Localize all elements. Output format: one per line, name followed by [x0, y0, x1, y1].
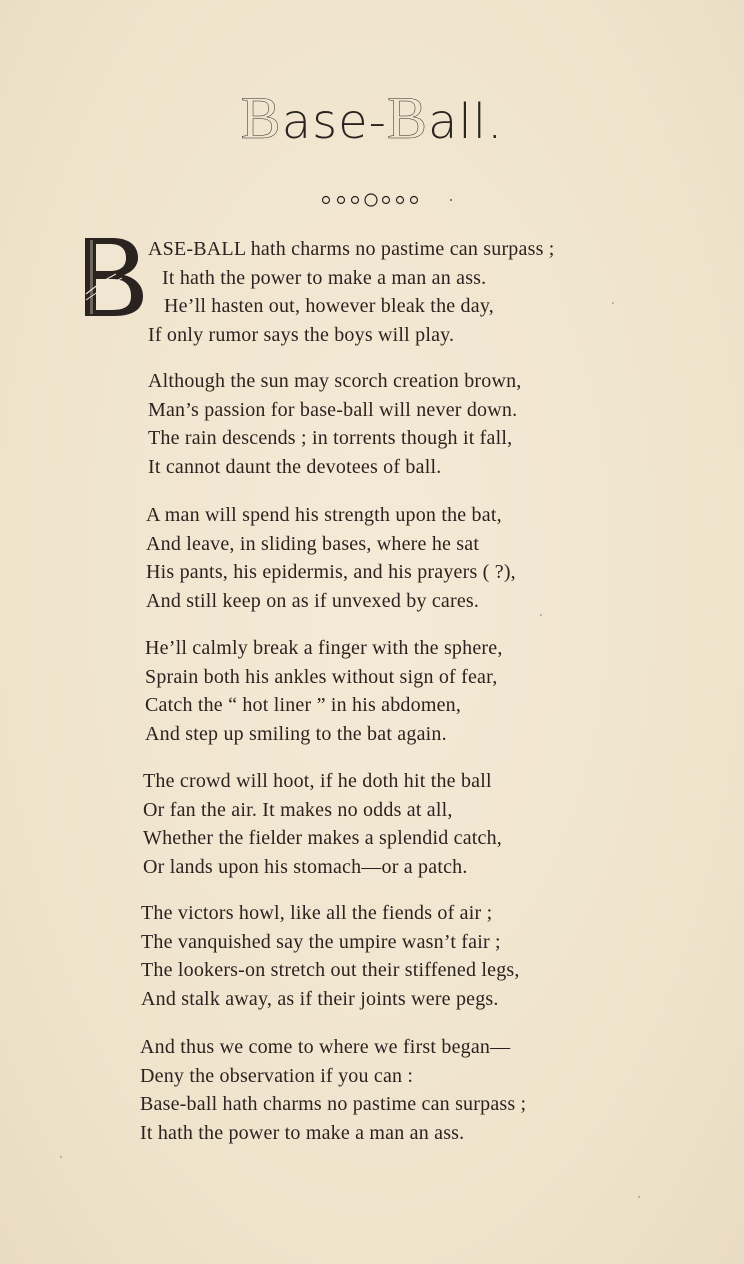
poem-line: If only rumor says the boys will play.: [148, 324, 455, 347]
poem-line: A man will spend his strength upon the bat,: [146, 504, 502, 526]
poem-line: The lookers-on stretch out their stiffened legs,: [141, 959, 520, 982]
poem-line: And still keep on as if unvexed by cares.: [146, 590, 480, 613]
paper-speck: [60, 1156, 62, 1158]
poem-line: He’ll hasten out, however bleak the day,: [164, 295, 494, 318]
poem-line: Or fan the air. It makes no odds at all,: [143, 798, 453, 821]
poem-line: He’ll calmly break a finger with the sphere,: [145, 637, 503, 659]
poem-title: [0, 84, 744, 153]
paper-speck: [540, 614, 542, 616]
poem-line: The rain descends ; in torrents though it fall,: [148, 427, 513, 450]
poem-line: It cannot daunt the devotees of ball.: [148, 456, 442, 479]
poem-line: Base-ball hath charms no pastime can surpass ;: [140, 1093, 527, 1116]
paper-speck: [638, 1196, 640, 1198]
poem-line: The vanquished say the umpire wasn’t fair ;: [141, 930, 501, 953]
poem-line: ASE-BALL hath charms no pastime can surpass ;: [148, 238, 555, 260]
poem-line: It hath the power to make a man an ass.: [162, 266, 487, 289]
drop-cap-b: [82, 234, 146, 320]
poem-line: His pants, his epidermis, and his prayers ( ?),: [146, 561, 516, 584]
poem-line: It hath the power to make a man an ass.: [140, 1122, 465, 1145]
poem-line: Deny the observation if you can :: [140, 1064, 414, 1087]
poem-line: And step up smiling to the bat again.: [145, 723, 447, 746]
poem-line: And leave, in sliding bases, where he sat: [146, 532, 480, 555]
title-text-1: ase-: [281, 94, 387, 150]
poem-line: Sprain both his ankles without sign of fear,: [145, 665, 498, 688]
title-initial-2: B: [386, 85, 428, 151]
poem-line: Or lands upon his stomach—or a patch.: [143, 856, 468, 879]
poem-line: Man’s passion for base-ball will never down.: [148, 398, 518, 421]
poem-line: And thus we come to where we first began—: [140, 1036, 511, 1058]
poem-line: Although the sun may scorch creation brown,: [148, 370, 522, 392]
title-initial-1: B: [240, 85, 282, 151]
poem-line: The crowd will hoot, if he doth hit the ball: [143, 770, 492, 792]
poem-line: Whether the fielder makes a splendid catch,: [143, 827, 503, 850]
poem-line: The victors howl, like all the fiends of air ;: [141, 902, 493, 924]
title-text-2: all.: [428, 94, 504, 150]
poem-line: Catch the “ hot liner ” in his abdomen,: [145, 694, 462, 717]
poem-line: And stalk away, as if their joints were pegs.: [141, 988, 499, 1011]
ornament-divider: [0, 190, 744, 210]
paper-speck: [612, 302, 614, 304]
